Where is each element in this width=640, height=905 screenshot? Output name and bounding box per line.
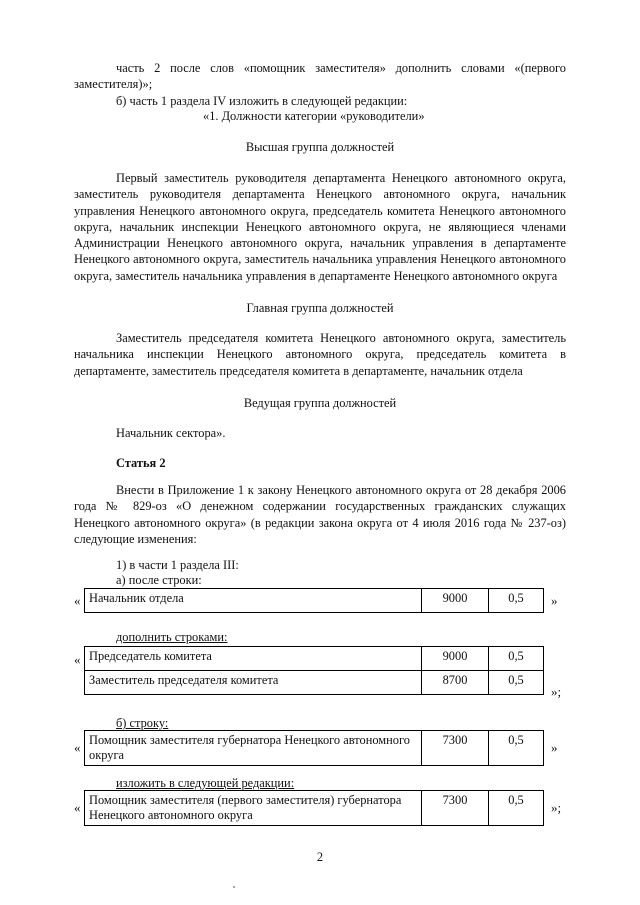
table-row xyxy=(85,589,544,613)
group-heading-leading: Ведущая группа должностей xyxy=(243,396,397,410)
add-rows-label: дополнить строками: xyxy=(116,630,228,644)
table-row xyxy=(85,671,544,695)
article-text: Внести в Приложение 1 к закону Ненецкого автономного округа от 28 декабря 2006 года № 829-оз «О денежном содержании государственных гражданских служащих Ненецкого автономного округа» (в редакции закона округа от 4 июля 2016 года № 237-оз) следующие изменения: xyxy=(74,483,566,546)
page-number: 2 xyxy=(316,850,324,864)
coefficient: 0,5 xyxy=(489,791,544,826)
table-after-row xyxy=(84,588,544,613)
close-quote: » xyxy=(551,593,558,608)
group-text-senior: Первый заместитель руководителя департамента Ненецкого автономного округа, заместитель руководителя департамента Ненецкого автономного округа, начальник управления Ненецкого автономного округа, председатель комитета Ненецкого автономного округа, начальник инспекции Ненецкого автономного округа, не являющиеся членами Администрации Ненецкого автономного округа, начальник управления в департаменте Ненецкого автономного округа, заместитель начальника управления Ненецкого автономного округа, заместитель начальника управления в департаменте Ненецкого автономного округа xyxy=(74,171,566,283)
table-new-row xyxy=(84,790,544,826)
intro-item-b: б) часть 1 раздела IV изложить в следующей редакции: xyxy=(116,94,408,108)
open-quote: « xyxy=(74,800,81,815)
salary-amount: 9000 xyxy=(422,589,489,613)
replace-label: изложить в следующей редакции: xyxy=(116,776,295,790)
salary-amount: 8700 xyxy=(422,671,489,695)
position-name: Председатель комитета xyxy=(85,647,422,671)
position-name: Помощник заместителя губернатора Ненецкого автономного округа xyxy=(85,731,422,766)
close-quote-semicolon: »; xyxy=(551,800,562,815)
coefficient: 0,5 xyxy=(489,671,544,695)
group-text-leading: Начальник сектора». xyxy=(116,426,226,440)
open-quote: « xyxy=(74,740,81,755)
table-added-rows xyxy=(84,646,544,695)
open-quote: « xyxy=(74,652,81,667)
section-title: «1. Должности категории «руководители» xyxy=(203,109,425,123)
close-quote: » xyxy=(551,740,558,755)
group-text-main: Заместитель председателя комитета Ненецкого автономного округа, заместитель начальника инспекции Ненецкого автономного округа, председатель комитета в департаменте, заместитель председателя комитета в департаменте, начальник отдела xyxy=(74,331,566,378)
salary-amount: 9000 xyxy=(422,647,489,671)
table-row xyxy=(85,647,544,671)
table-row xyxy=(85,731,544,766)
item-1: 1) в части 1 раздела III: xyxy=(116,558,239,572)
group-heading-main: Главная группа должностей xyxy=(246,301,394,315)
close-quote-semicolon: »; xyxy=(551,684,562,699)
position-name: Начальник отдела xyxy=(85,589,422,613)
position-name: Заместитель председателя комитета xyxy=(85,671,422,695)
table-old-row xyxy=(84,730,544,766)
item-1a: а) после строки: xyxy=(116,573,202,587)
coefficient: 0,5 xyxy=(489,647,544,671)
item-1b: б) строку: xyxy=(116,716,169,730)
coefficient: 0,5 xyxy=(489,731,544,766)
group-heading-senior: Высшая группа должностей xyxy=(245,140,395,154)
scan-speck xyxy=(233,886,235,888)
salary-amount: 7300 xyxy=(422,791,489,826)
table-row xyxy=(85,791,544,826)
coefficient: 0,5 xyxy=(489,589,544,613)
open-quote: « xyxy=(74,593,81,608)
position-name: Помощник заместителя (первого заместителя) губернатора Ненецкого автономного округа xyxy=(85,791,422,826)
salary-amount: 7300 xyxy=(422,731,489,766)
article-title: Статья 2 xyxy=(116,456,166,470)
intro-paragraph: часть 2 после слов «помощник заместителя» дополнить словами «(первого заместителя)»; xyxy=(74,61,566,92)
